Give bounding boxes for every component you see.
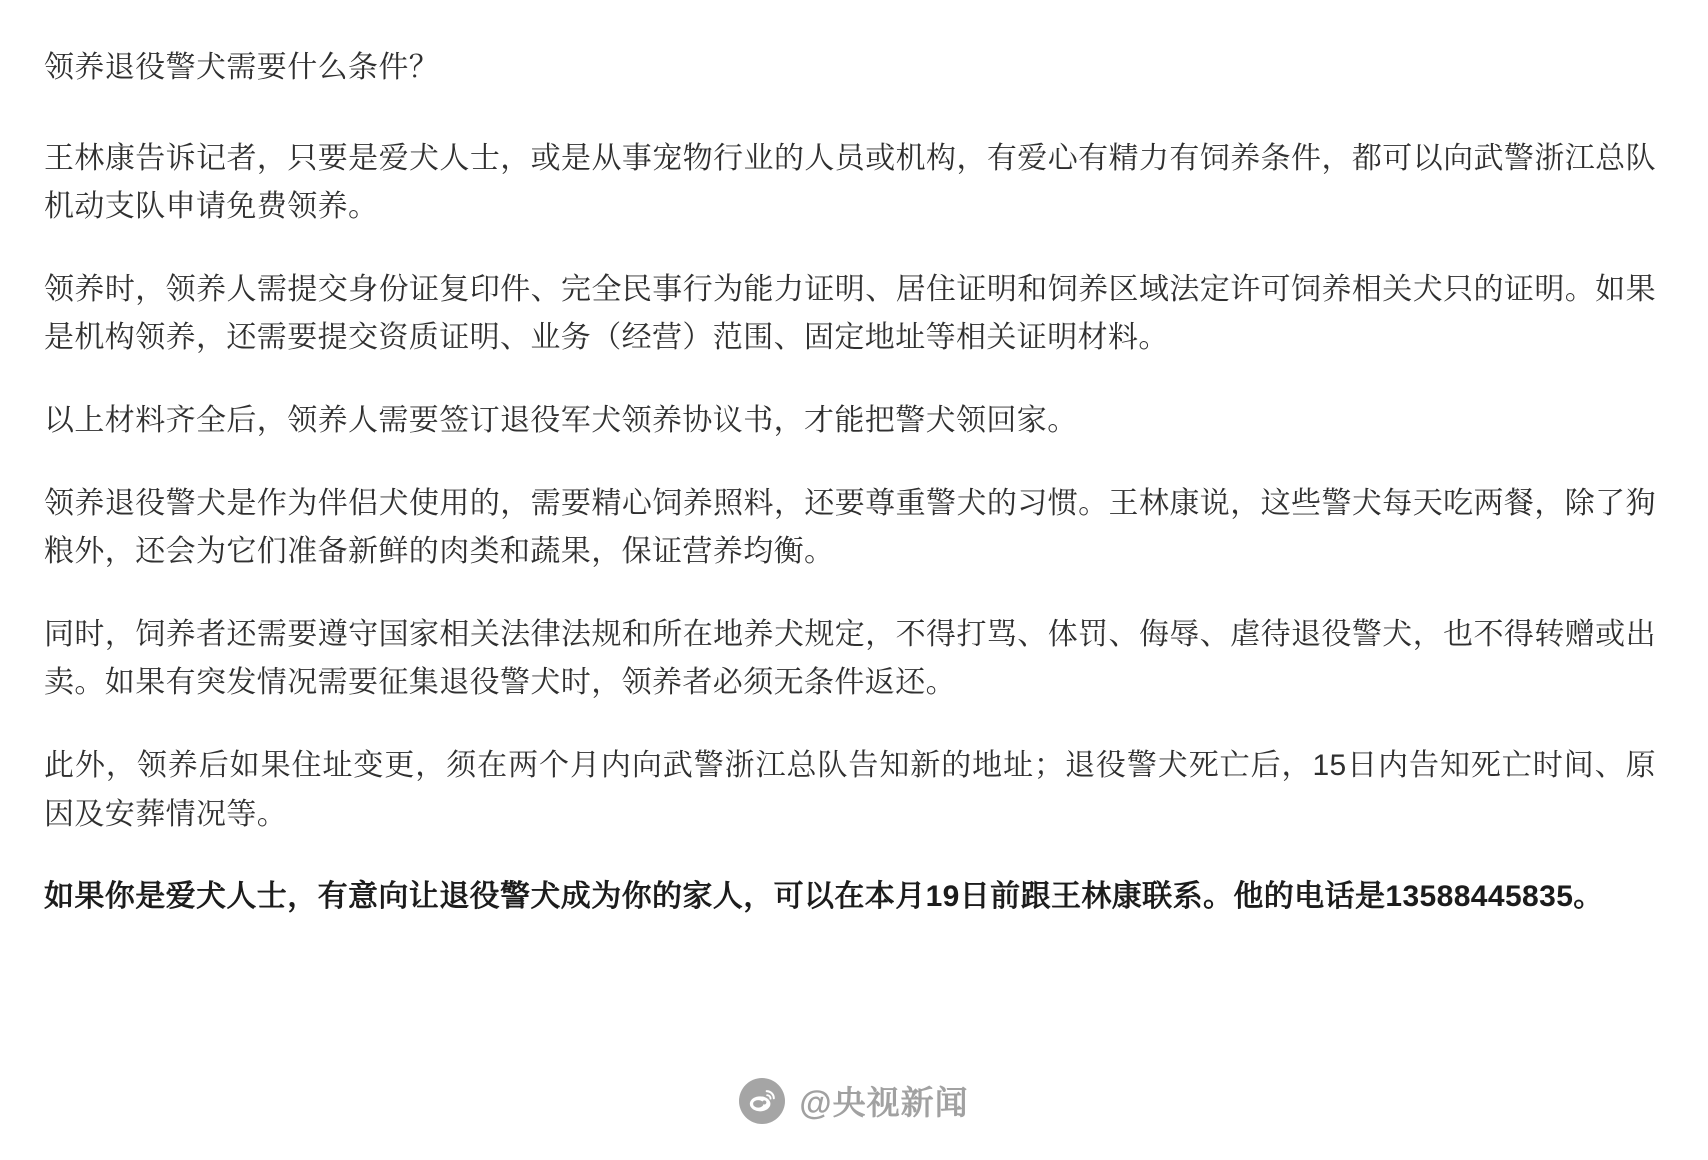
article-contact-callout: 如果你是爱犬人士，有意向让退役警犬成为你的家人，可以在本月19日前跟王林康联系。他的电话是13588445835。	[44, 880, 1604, 914]
article-paragraph-2: 领养时，领养人需提交身份证复印件、完全民事行为能力证明、居住证明和饲养区域法定许可饲养相关犬只的证明。如果是机构领养，还需要提交资质证明、业务（经营）范围、固定地址等相关证明材料。	[44, 272, 1656, 355]
article-paragraph-5: 同时，饲养者还需要遵守国家相关法律法规和所在地养犬规定，不得打骂、体罚、侮辱、虐待退役警犬，也不得转赠或出卖。如果有突发情况需要征集退役警犬时，领养者必须无条件返还。	[44, 617, 1656, 700]
article-paragraph-6: 此外，领养后如果住址变更，须在两个月内向武警浙江总队告知新的地址；退役警犬死亡后，15日内告知死亡时间、原因及安葬情况等。	[44, 748, 1656, 831]
source-watermark	[0, 1077, 1708, 1124]
article-question-heading: 领养退役警犬需要什么条件？	[44, 51, 440, 84]
weibo-logo-icon	[739, 1078, 785, 1124]
watermark-label: @央视新闻	[799, 1084, 969, 1121]
article-paragraph-4: 领养退役警犬是作为伴侣犬使用的，需要精心饲养照料，还要尊重警犬的习惯。王林康说，这些警犬每天吃两餐，除了狗粮外，还会为它们准备新鲜的肉类和蔬果，保证营养均衡。	[44, 486, 1656, 569]
article-paragraph-1: 王林康告诉记者，只要是爱犬人士，或是从事宠物行业的人员或机构，有爱心有精力有饲养条件，都可以向武警浙江总队机动支队申请免费领养。	[44, 141, 1656, 224]
article-paragraph-3: 以上材料齐全后，领养人需要签订退役军犬领养协议书，才能把警犬领回家。	[44, 403, 1078, 437]
